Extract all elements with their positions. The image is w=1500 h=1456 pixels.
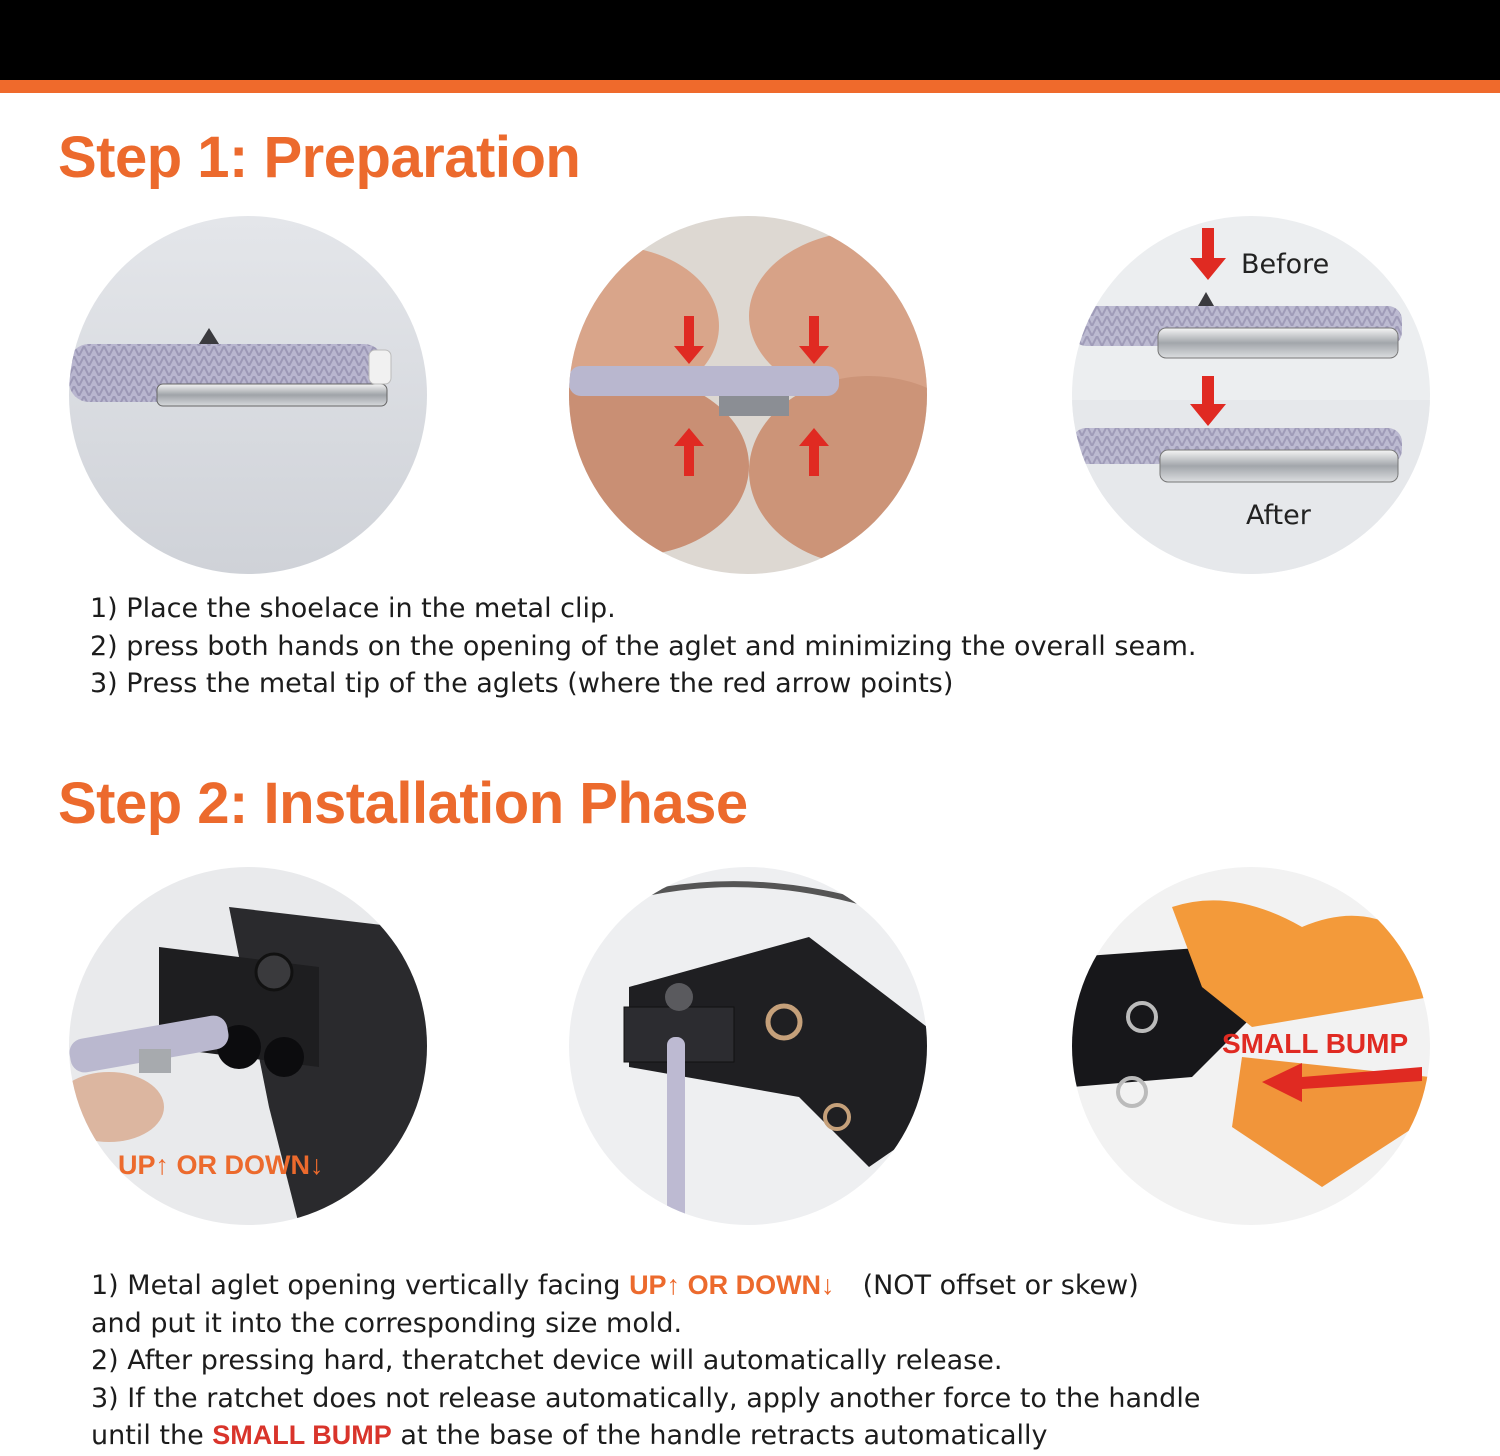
step1-instruction-1: 1) Place the shoelace in the metal clip. (90, 593, 616, 624)
step2-instruction-line-2: and put it into the corresponding size mold. (91, 1307, 683, 1339)
step2-instruction-line-3: 2) After pressing hard, theratchet device will automatically release. (91, 1345, 1003, 1376)
step2-instruction-line-1 (91, 1267, 1200, 1305)
photo-fingers-pressing (569, 216, 927, 574)
label-before: Before (1241, 249, 1330, 280)
step2-title: Step 2: Installation Phase (58, 771, 748, 836)
step2-line1-end: (NOT offset or skew) (862, 1270, 1139, 1301)
photo-lace-in-clip (69, 216, 427, 574)
step1-instructions (90, 590, 1197, 703)
label-after: After (1246, 500, 1311, 531)
photo-crimper-vertical (569, 867, 927, 1225)
step2-instruction-line-5 (91, 1417, 1200, 1455)
step2-line1-start: 1) Metal aglet opening vertically facing (91, 1270, 630, 1301)
header-orange-stripe (0, 80, 1500, 93)
step2-line5-end: at the base of the handle retracts automatically (391, 1420, 1048, 1451)
step1-title: Step 1: Preparation (58, 125, 581, 190)
step2-instruction-line-4: 3) If the ratchet does not release automatically, apply another force to the handle (91, 1382, 1201, 1414)
step2-instructions (91, 1267, 1200, 1455)
step1-instruction-2: 2) press both hands on the opening of the aglet and minimizing the overall seam. (90, 630, 1197, 662)
step2-line5-emphasis: SMALL BUMP (212, 1420, 392, 1450)
photo-label-up-or-down: UP↑ OR DOWN↓ (118, 1150, 324, 1180)
photo-label-small-bump: SMALL BUMP (1222, 1028, 1409, 1059)
step1-instruction-3: 3) Press the metal tip of the aglets (where the red arrow points) (90, 668, 954, 699)
step2-line5-start: until the (91, 1420, 213, 1451)
step2-line1-emphasis: UP↑ OR DOWN↓ (629, 1270, 835, 1300)
header-black-bar (0, 0, 1500, 80)
